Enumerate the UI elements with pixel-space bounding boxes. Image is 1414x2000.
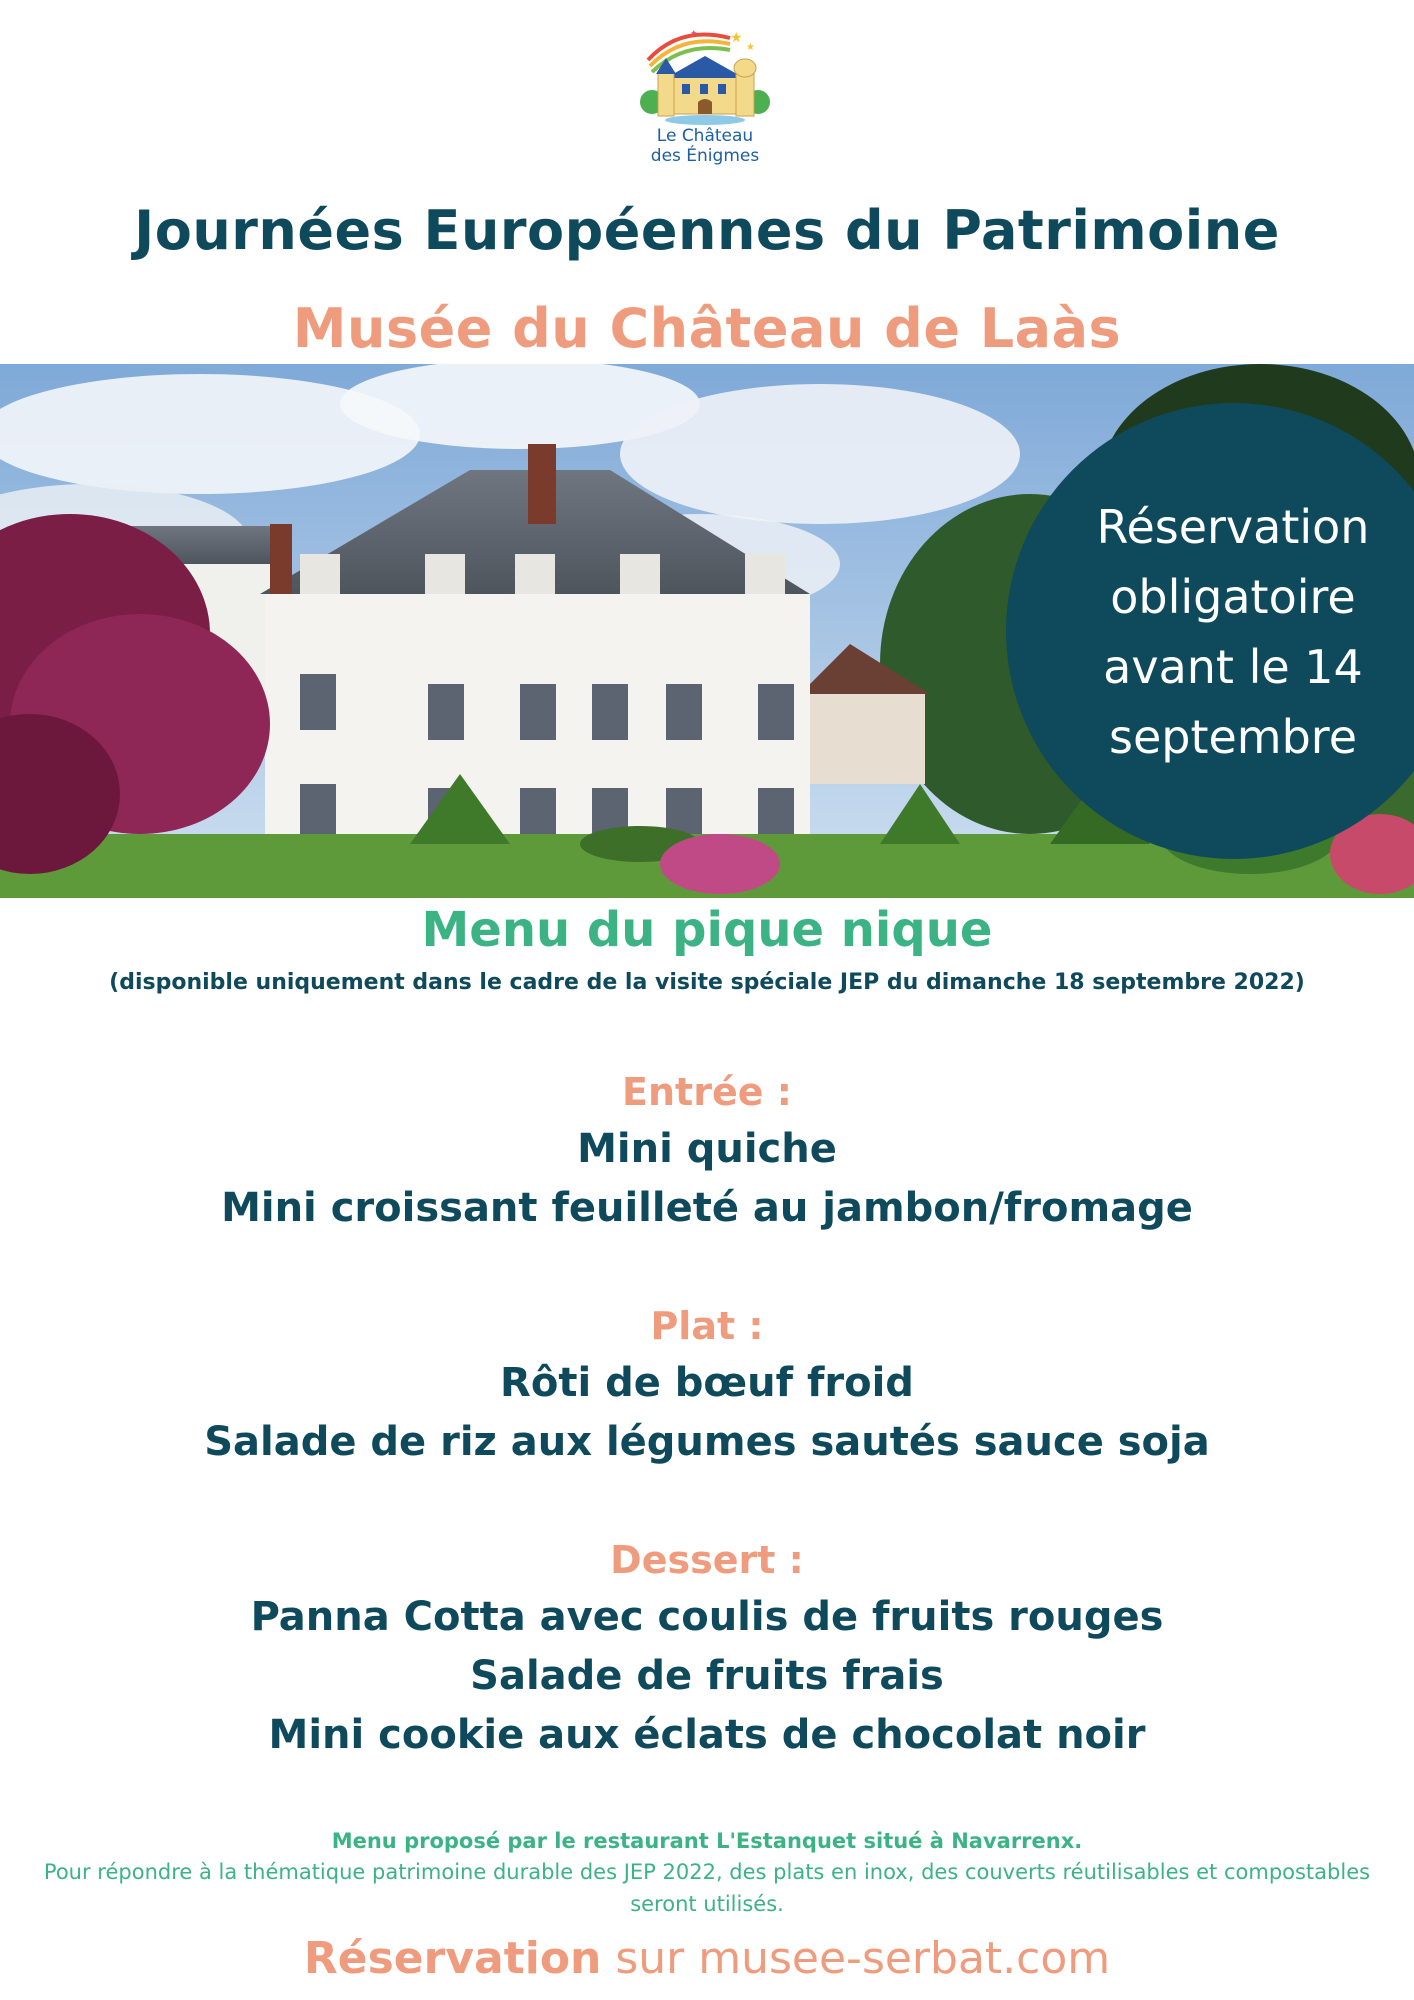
menu-item: Mini cookie aux éclats de chocolat noir (268, 1712, 1146, 1758)
section-heading: Dessert : (610, 1538, 804, 1582)
menu-item: Mini croissant feuilleté au jambon/fromage (221, 1185, 1193, 1231)
castle-logo-icon (630, 20, 780, 126)
page-title: Journées Européennes du Patrimoine (134, 199, 1280, 262)
restaurant-credit: Menu proposé par le restaurant L'Estanquet situé à Navarrenx. (331, 1829, 1083, 1853)
menu-section-dessert (0, 1532, 1414, 1765)
menu-title: Menu du pique nique (421, 902, 993, 958)
chateau-des-enigmes-logo (630, 20, 780, 172)
sustainability-note: Pour répondre à la thématique patrimoine durable des JEP 2022, des plats en inox, des couverts réutilisables et compostables seront utilisés. (43, 1860, 1371, 1916)
badge-line: Réservation (1096, 500, 1370, 554)
menu-item: Mini quiche (577, 1126, 837, 1172)
svg-text:★: ★ (730, 30, 743, 46)
menu-section-plat (0, 1298, 1414, 1472)
logo-text-line2: des Énigmes (650, 146, 760, 166)
badge-line: septembre (1108, 710, 1357, 764)
section-heading: Plat : (650, 1304, 764, 1348)
page-subtitle: Musée du Château de Laàs (292, 297, 1122, 360)
reservation-badge-text (1040, 492, 1414, 772)
menu-item: Panna Cotta avec coulis de fruits rouges (250, 1594, 1164, 1640)
section-heading: Entrée : (622, 1070, 792, 1114)
menu-item: Salade de riz aux légumes sautés sauce soja (204, 1419, 1210, 1465)
logo-text-line1: Le Château (656, 126, 754, 146)
badge-line: avant le 14 (1103, 640, 1363, 694)
menu-note: (disponible uniquement dans le cadre de la visite spéciale JEP du dimanche 18 septembre 2022) (109, 970, 1305, 995)
menu-item: Salade de fruits frais (470, 1653, 944, 1699)
svg-text:★: ★ (746, 42, 755, 53)
menu-item: Rôti de bœuf froid (500, 1360, 914, 1406)
reservation-link[interactable] (0, 1930, 1414, 1988)
badge-line: obligatoire (1110, 570, 1356, 624)
reservation-label: Réservation (303, 1933, 602, 1984)
svg-text:✦: ✦ (690, 29, 698, 39)
reservation-url[interactable]: sur musee-serbat.com (601, 1933, 1111, 1984)
menu-section-entree (0, 1064, 1414, 1238)
